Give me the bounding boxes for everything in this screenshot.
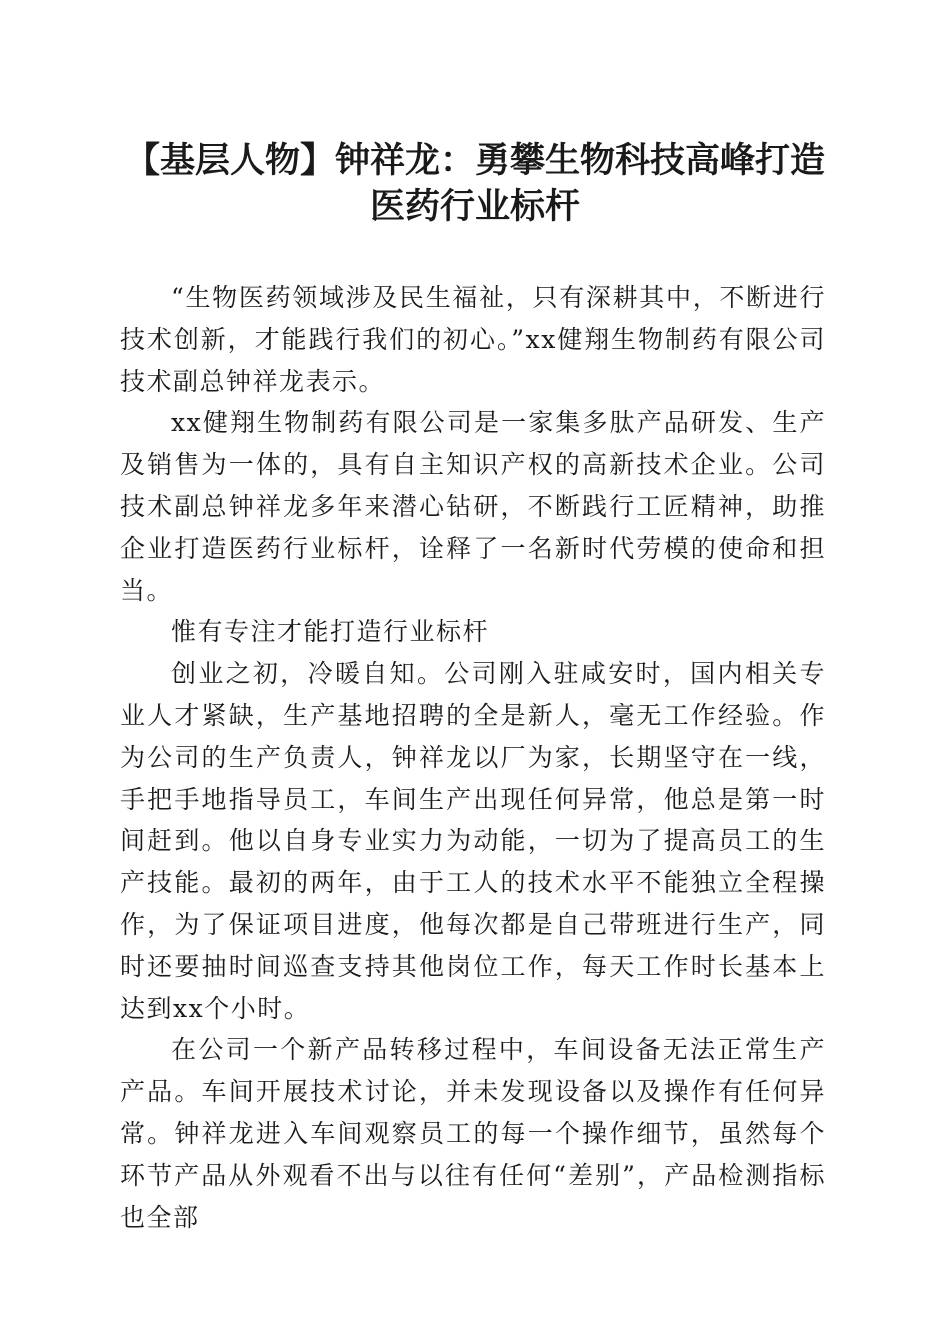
title-line-1: 【基层人物】钟祥龙：勇攀生物科技高峰打造: [124, 140, 825, 181]
paragraph-early-days: 创业之初，冷暖自知。公司刚入驻咸安时，国内相关专业人才紧缺，生产基地招聘的全是新人，毫无工作经验。作为公司的生产负责人，钟祥龙以厂为家，长期坚守在一线，手把手地指导员工，车间生产出现任何异常，他总是第一时间赶到。他以自身专业实力为动能，一切为了提高员工的生产技能。最初的两年，由于工人的技术水平不能独立全程操作，为了保证项目进度，他每次都是自己带班进行生产，同时还要抽时间巡查支持其他岗位工作，每天工作时长基本上达到xx个小时。: [120, 659, 826, 1023]
paragraph-quote: “生物医药领域涉及民生福祉，只有深耕其中，不断进行技术创新，才能践行我们的初心。”xx健翔生物制药有限公司技术副总钟祥龙表示。: [120, 283, 826, 396]
document-title: [110, 138, 840, 230]
document-body: [120, 277, 826, 1238]
title-line-2: 医药行业标杆: [369, 186, 580, 227]
section-heading: 惟有专注才能打造行业标杆: [171, 617, 490, 647]
paragraph-company-intro: xx健翔生物制药有限公司是一家集多肽产品研发、生产及销售为一体的，具有自主知识产权的高新技术企业。公司技术副总钟祥龙多年来潜心钻研，不断践行工匠精神，助推企业打造医药行业标杆，诠释了一名新时代劳模的使命和担当。: [120, 408, 826, 605]
paragraph-new-product: 在公司一个新产品转移过程中，车间设备无法正常生产产品。车间开展技术讨论，并未发现设备以及操作有任何异常。钟祥龙进入车间观察员工的每一个操作细节，虽然每个环节产品从外观看不出与以往有任何“差别”，产品检测指标也全部: [120, 1035, 826, 1232]
